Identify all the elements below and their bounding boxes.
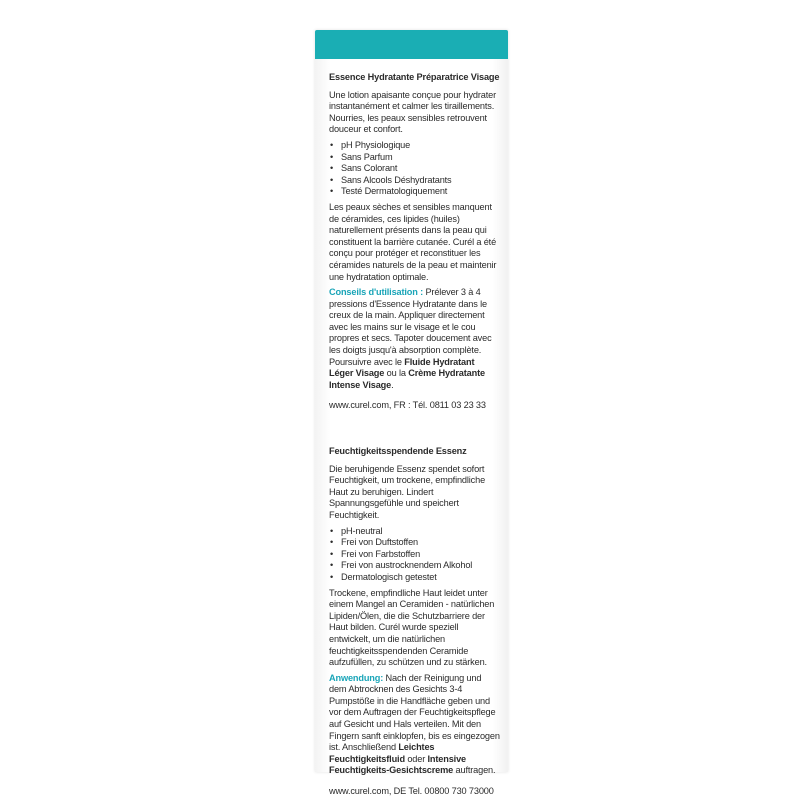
fr-bullet: • Sans Alcools Déshydratants <box>329 175 501 187</box>
teal-top-band <box>315 30 508 59</box>
de-intro: Die beruhigende Essenz spendet sofort Feuchtigkeit, um trockene, empfindliche Haut zu beruhigen. Lindert Spannungsgefühle und speichert Feuchtigkeit. <box>329 463 486 520</box>
fr-bullet-list <box>329 140 501 198</box>
de-heading: Feuchtigkeitsspendende Essenz <box>329 446 467 456</box>
french-text-panel <box>329 72 501 412</box>
de-bullet: • Frei von Duftstoffen <box>329 537 501 549</box>
de-connector: oder <box>404 753 428 764</box>
de-body: Trockene, empfindliche Haut leidet unter einem Mangel an Ceramiden - natürlichen Lipiden/Ölen, die die Schutzbarriere der Haut bilden. Curél wurde speziell entwickelt, um die natürlichen feuchtigkeitsspendenden Ceramide aufzufüllen, zu schützen und zu stärken. <box>329 587 495 668</box>
fr-end: . <box>391 379 394 390</box>
fr-intro: Une lotion apaisante conçue pour hydrater instantanément et calmer les tiraillements. Nourries, les peaux sensibles retrouvent douceur et confort. <box>329 89 496 135</box>
de-website-contact: www.curel.com, DE Tel. 00800 730 73000 <box>329 786 494 797</box>
fr-bullet: • Testé Dermatologiquement <box>329 186 501 198</box>
german-text-panel <box>329 446 501 798</box>
de-product-1: Leichtes Feuchtigkeitsfluid <box>329 742 435 764</box>
fr-connector: ou la <box>384 368 409 379</box>
fr-usage <box>329 287 501 391</box>
product-box <box>315 30 508 797</box>
de-product-2: Intensive Feuchtigkeits-Gesichtscreme <box>329 753 466 776</box>
fr-product-2: Crème Hydratante Intense Visage <box>329 368 485 390</box>
fr-body: Les peaux sèches et sensibles manquent de céramides, ces lipides (huiles) naturellement présents dans la peau qui constituent la barrière cutanée. Curél a été conçu pour protéger et reconstituer les céramides naturels de la peau et maintenir une hydratation optimale. <box>329 201 497 282</box>
fr-bullet: • Sans Colorant <box>329 163 501 175</box>
de-bullet: • Frei von Farbstoffen <box>329 549 501 561</box>
de-usage <box>329 673 501 777</box>
de-bullet-list <box>329 526 501 584</box>
de-usage-label: Anwendung: <box>329 672 384 683</box>
fr-product-1: Fluide Hydratant Léger Visage <box>329 356 475 379</box>
fr-bullet: • Sans Parfum <box>329 152 501 164</box>
de-bullet: • Dermatologisch getestet <box>329 572 501 584</box>
fr-bullet: • pH Physiologique <box>329 140 501 152</box>
fr-usage-label: Conseils d'utilisation : <box>329 287 424 298</box>
fr-heading: Essence Hydratante Préparatrice Visage <box>329 72 500 82</box>
fr-usage-text: Prélever 3 à 4 pressions d'Essence Hydratante dans le creux de la main. Appliquer directement avec les mains sur le visage et le cou propres et secs. Tapoter doucement avec les doigts jusqu'à absorption complète. Poursuivre avec le <box>329 287 492 367</box>
fr-website-contact: www.curel.com, FR : Tél. 0811 03 23 33 <box>329 400 486 411</box>
de-bullet: • Frei von austrocknendem Alkohol <box>329 560 501 572</box>
de-bullet: • pH-neutral <box>329 526 501 538</box>
de-end: auftragen. <box>453 765 496 776</box>
de-usage-text: Nach der Reinigung und dem Abtrocknen des Gesichts 3-4 Pumpstöße in die Handfläche geben und vor dem Auftragen der Feuchtigkeitspflege auf Gesicht und Hals verteilen. Mit den Fingern sanft einklopfen, bis es eingezogen ist. Anschließend <box>329 672 500 753</box>
